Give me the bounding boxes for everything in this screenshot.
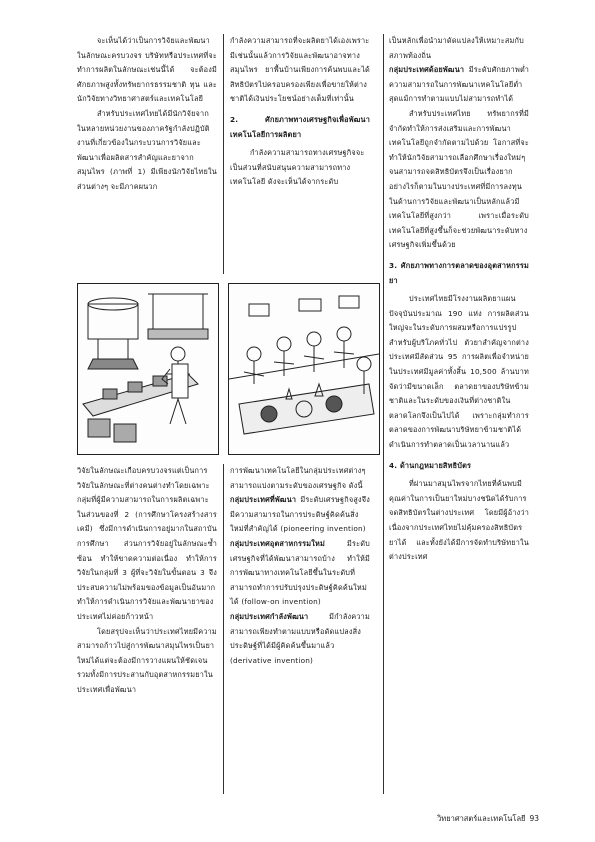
paragraph: กำลังความสามารถที่จะผลิตยาได้เองเพราะมีเช่นนั้นแล้วการวิจัยและพัฒนาอาจทาง สมุนไพร ยาพื้นบ้านเพียงการค้นพบและได้สิทธิบัตรไปครอบครองเพียงเพื่อขายให้ต่างชาติได้เงินประโยชน์อย่างเต็มที่เท่านั้น (230, 36, 370, 104)
subheading: กลุ่มประเทศกำลังพัฒนา (230, 611, 309, 621)
factory-production-line-illustration (77, 283, 219, 455)
column-2-bottom (230, 464, 370, 668)
paragraph: มีระดับเศรษฐกิจสูงจึงมีความสามารถในการประดิษฐ์คิดค้นสิ่งใหม่ที่สำคัญได้ (pioneering invention) (230, 495, 370, 534)
subheading: กลุ่มประเทศอุตสาหกรรมใหม่ (230, 538, 326, 548)
paragraph: ประเทศไทยมีโรงงานผลิตยาแผนปัจจุบันประมาณ 190 แห่ง การผลิตส่วนใหญ่จะในระดับการผสมหรือการแปรรูปสำหรับผู้บริโภคทั่วไป ตัวยาสำคัญจากต่างประเทศมีสัดส่วน 95 การผลิตเพื่อจำหน่ายในประเทศมีมูลค่าทั้งสิ้น 10,500 ล้านบาท จัดว่ามีขนาดเล็ก ตลาดยาของบริษัทข้ามชาติและในระดับของเงินที่ต่างชาติในตลาดโลกจึงเป็นไปได้ เพราะกลุ่มทำการตลาดของการพัฒนาบริษัทยาข้ามชาติได้ดำเนินการทำตลาดเป็นเวลานานแล้ว (389, 294, 529, 450)
paragraph: จะเห็นได้ว่าเป็นการวิจัยและพัฒนาในลักษณะครบวงจร บริษัทหรือประเทศที่จะทำการผลิตในลักษณะเช่นนี้ได้ จะต้องมีศักยภาพสูงทั้งทรัพยากรธรรมชาติ ทุน และนักวิจัยทางวิทยาศาสตร์และเทคโนโลยี (77, 36, 217, 104)
paragraph: สำหรับประเทศไทยได้มีนักวิจัยจากในหลายหน่วยงานของภาครัฐกำลังปฏิบัติงานที่เกี่ยวข้องในกระบวนการวิจัยและพัฒนาเพื่อผลิตสารสำคัญและยาจากสมุนไพร (ภาพที่ 1) มีเพียงนักวิจัยไทยในส่วนต่างๆ จะมีภาคผนวก (77, 108, 217, 191)
paragraph: สำหรับประเทศไทย ทรัพยากรที่มีจำกัดทำให้การส่งเสริมและการพัฒนาเทคโนโลยีถูกจำกัดตามไปด้วย โอกาสที่จะทำให้นักวิจัยสามารถเลือกศึกษาเรื่องใหม่ๆ จนสามารถจดสิทธิบัตรจึงเป็นเรื่องยาก อย่างไรก็ตามในบางประเทศที่มีการลงทุนในด้านการวิจัยและพัฒนาเป็นหลักแล้วมีเทคโนโลยีที่สูงกว่า เพราะเมื่อระดับเทคโนโลยีที่สูงขึ้นก็จะช่วยพัฒนาระดับทางเศรษฐกิจเพิ่มขึ้นด้วย (389, 108, 529, 250)
column-divider (223, 464, 224, 794)
section-heading: 4. ด้านกฎหมายสิทธิบัตร (389, 460, 472, 470)
paragraph: มีระดับเศรษฐกิจที่ได้พัฒนาสามารถบ้าง ทำให้มีการพัฒนาทางเทคโนโลยีขึ้นในระดับที่สามารถทำการปรับปรุงประดิษฐ์คิดค้นใหม่ได้ (follow-on invention) (230, 538, 370, 607)
column-divider (223, 34, 224, 274)
paragraph: กำลังความสามารถทางเศรษฐกิจจะเป็นส่วนที่สนับสนุนความสามารถทางเทคโนโลยี ดังจะเห็นได้จากระดับ (230, 148, 365, 187)
page-number: 93 (529, 814, 539, 823)
paragraph: วิจัยในลักษณะเกือบครบวงจรแต่เป็นการวิจัยในลักษณะที่ต่างคนต่างทำโดยเฉพาะกลุ่มที่ผู้มีความสามารถในการผลิตเฉพาะในส่วนของที่ 2 (การศึกษาโครงสร้างสารเคมี) ซึ่งมีการดำเนินการอยู่มากในสถาบันการศึกษา ส่วนการวิจัยอยู่ในลักษณะซ้ำซ้อน ทำให้ขาดความต่อเนื่อง ทำให้การวิจัยในกลุ่มที่ 3 ผู้ที่จะวิจัยในขั้นตอน 3 จึงประสบความไม่พร้อมของข้อมูลเป็นอันมากทำให้การดำเนินการวิจัยและพัฒนายาของประเทศไม่ค่อยก้าวหน้า (77, 466, 217, 621)
paragraph: มีระดับศักยภาพต่ำ ความสามารถในการพัฒนาเทคโนโลยีต่ำสุดแม้การทำตามแบบไม่สามารถทำได้ (389, 65, 529, 104)
subheading: กลุ่มประเทศที่พัฒนา (230, 495, 297, 505)
researchers-laboratory-illustration (228, 283, 380, 455)
paragraph: การพัฒนาเทคโนโลยีในกลุ่มประเทศต่างๆ สามารถแบ่งตามระดับของเศรษฐกิจ ดังนี้ (230, 466, 366, 490)
paragraph: โดยสรุปจะเห็นว่าประเทศไทยมีความสามารถก้าวไปสู่การพัฒนาสมุนไพรเป็นยาใหม่ได้แต่จะต้องมีการวางแผนให้ชัดเจน รวมทั้งมีการประสานกับอุตสาหกรรมยาในประเทศเพื่อพัฒนา (77, 626, 217, 694)
column-divider (383, 34, 384, 794)
subheading: กลุ่มประเทศด้อยพัฒนา (389, 65, 465, 75)
section-heading: 2. ศักยภาพทางเศรษฐกิจเพื่อพัฒนาเทคโนโลยีการผลิตยา (230, 114, 370, 139)
page-footer (389, 813, 539, 825)
paragraph: มีกำลังความสามารถเพียงทำตามแบบหรือดัดแปลงสิ่งประดิษฐ์ที่ได้มีผู้คิดค้นขึ้นมาแล้ว (derivative invention) (230, 611, 370, 665)
column-1-top (77, 34, 217, 195)
journal-name: วิทยาศาสตร์และเทคโนโลยี (437, 814, 526, 823)
paragraph: เป็นหลักเพื่อนำมาดัดแปลงให้เหมาะสมกับสภาพท้องถิ่น (389, 36, 524, 60)
factory-drawing (78, 284, 218, 454)
section-heading: 3. ศักยภาพทางการตลาดของอุตสาหกรรมยา (389, 260, 529, 285)
laboratory-drawing (229, 284, 379, 454)
paragraph: ที่ผ่านมาสมุนไพรจากไทยที่ค้นพบมีคุณค่าในการเป็นยาใหม่บางชนิดได้รับการจดสิทธิบัตรในต่างประเทศ โดยมีผู้อ้างว่าเนื่องจากประเทศไทยไม่คุ้มครองสิทธิบัตรยาได้ และทั้งยังได้มีการจัดทำบริษัทยาในต่างประเทศ (389, 479, 529, 562)
column-3 (389, 34, 529, 565)
column-2-top (230, 34, 370, 190)
column-1-bottom (77, 464, 217, 698)
